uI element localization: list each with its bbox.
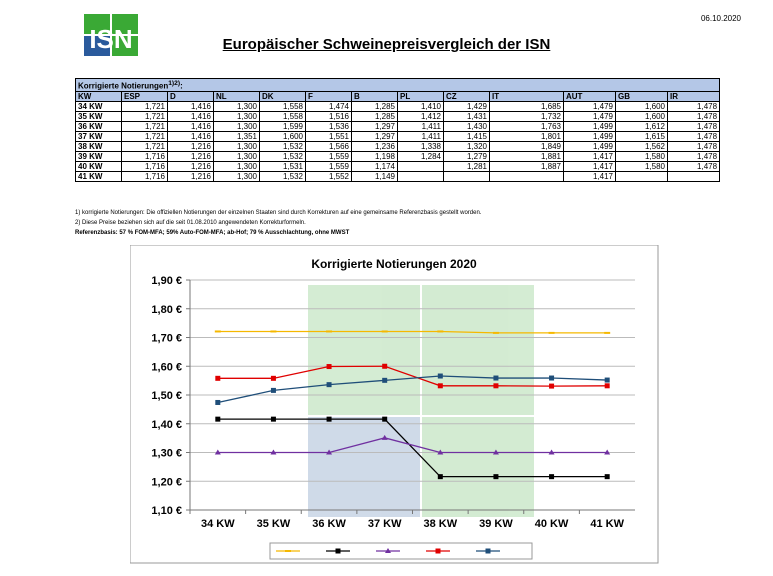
price-cell: 1,216 bbox=[168, 151, 214, 161]
week-cell: 41 KW bbox=[76, 171, 122, 181]
price-cell: 1,300 bbox=[214, 121, 260, 131]
price-cell: 1,716 bbox=[122, 161, 168, 171]
data-point bbox=[438, 383, 443, 388]
table-row bbox=[76, 121, 720, 131]
price-cell: 1,416 bbox=[168, 111, 214, 121]
data-point bbox=[605, 378, 610, 383]
data-point bbox=[327, 364, 332, 369]
y-tick-label: 1,40 € bbox=[151, 418, 182, 431]
page-title: Europäischer Schweinepreisvergleich der ISN bbox=[222, 36, 551, 53]
price-cell: 1,300 bbox=[214, 101, 260, 111]
table-caption-row bbox=[76, 79, 720, 92]
column-header: DK bbox=[260, 91, 306, 101]
price-cell: 1,499 bbox=[564, 131, 616, 141]
price-cell: 1,516 bbox=[306, 111, 352, 121]
column-header: AUT bbox=[564, 91, 616, 101]
reference-basis: Referenzbasis: 57 % FOM-MFA; 59% Auto-FOM-MFA; ab-Hof; 79 % Ausschlachtung, ohne MWST bbox=[75, 230, 350, 236]
price-cell: 1,732 bbox=[490, 111, 564, 121]
data-point bbox=[215, 376, 220, 381]
price-cell: 1,499 bbox=[564, 121, 616, 131]
price-chart bbox=[130, 245, 660, 565]
price-cell: 1,479 bbox=[564, 111, 616, 121]
price-cell: 1,721 bbox=[122, 141, 168, 151]
data-point bbox=[326, 330, 332, 332]
table-row bbox=[76, 171, 720, 181]
price-cell: 1,479 bbox=[564, 101, 616, 111]
price-cell: 1,174 bbox=[352, 161, 398, 171]
data-point bbox=[549, 332, 555, 334]
week-cell: 34 KW bbox=[76, 101, 122, 111]
price-cell: 1,558 bbox=[260, 101, 306, 111]
price-cell: 1,478 bbox=[668, 161, 720, 171]
y-tick-label: 1,90 € bbox=[151, 275, 182, 287]
column-header: PL bbox=[398, 91, 444, 101]
data-point bbox=[493, 332, 499, 334]
data-point bbox=[271, 417, 276, 422]
column-header: IT bbox=[490, 91, 564, 101]
report-date: 06.10.2020 bbox=[700, 14, 741, 23]
price-cell: 1,478 bbox=[668, 131, 720, 141]
price-cell: 1,558 bbox=[260, 111, 306, 121]
price-cell: 1,600 bbox=[616, 101, 668, 111]
table-caption: Korrigierte Notierungen$^{1)2)}$: bbox=[76, 79, 720, 92]
price-cell bbox=[444, 171, 490, 181]
data-point bbox=[327, 382, 332, 387]
column-header: ESP bbox=[122, 91, 168, 101]
data-point bbox=[549, 384, 554, 389]
price-cell: 1,417 bbox=[564, 151, 616, 161]
price-cell: 1,300 bbox=[214, 171, 260, 181]
price-cell: 1,320 bbox=[444, 141, 490, 151]
column-header: CZ bbox=[444, 91, 490, 101]
data-point bbox=[327, 417, 332, 422]
table-row bbox=[76, 101, 720, 111]
data-point bbox=[382, 417, 387, 422]
price-cell: 1,499 bbox=[564, 141, 616, 151]
y-tick-label: 1,20 € bbox=[151, 476, 182, 489]
price-cell: 1,716 bbox=[122, 171, 168, 181]
table-header-row bbox=[76, 91, 720, 101]
table-row bbox=[76, 141, 720, 151]
column-header: NL bbox=[214, 91, 260, 101]
price-cell: 1,285 bbox=[352, 111, 398, 121]
data-point bbox=[549, 376, 554, 381]
price-cell: 1,559 bbox=[306, 151, 352, 161]
data-point bbox=[285, 550, 291, 552]
price-cell: 1,417 bbox=[564, 171, 616, 181]
x-tick-label: 39 KW bbox=[479, 518, 513, 530]
price-cell: 1,478 bbox=[668, 111, 720, 121]
price-cell: 1,685 bbox=[490, 101, 564, 111]
data-point bbox=[605, 383, 610, 388]
price-cell: 1,600 bbox=[616, 111, 668, 121]
price-cell: 1,300 bbox=[214, 161, 260, 171]
price-cell: 1,198 bbox=[352, 151, 398, 161]
column-header: F bbox=[306, 91, 352, 101]
price-cell: 1,532 bbox=[260, 171, 306, 181]
price-cell: 1,216 bbox=[168, 141, 214, 151]
data-point bbox=[493, 376, 498, 381]
x-tick-label: 41 KW bbox=[590, 518, 624, 530]
week-cell: 35 KW bbox=[76, 111, 122, 121]
table-row bbox=[76, 161, 720, 171]
x-tick-label: 36 KW bbox=[312, 518, 346, 530]
price-cell: 1,532 bbox=[260, 141, 306, 151]
logo-text: ISN bbox=[89, 24, 133, 54]
data-point bbox=[437, 330, 443, 332]
price-cell: 1,416 bbox=[168, 131, 214, 141]
price-cell: 1,415 bbox=[444, 131, 490, 141]
week-cell: 40 KW bbox=[76, 161, 122, 171]
data-point bbox=[605, 474, 610, 479]
price-cell: 1,300 bbox=[214, 111, 260, 121]
price-cell: 1,721 bbox=[122, 111, 168, 121]
price-cell: 1,285 bbox=[352, 101, 398, 111]
x-tick-label: 35 KW bbox=[256, 518, 291, 530]
table-row bbox=[76, 111, 720, 121]
price-cell: 1,279 bbox=[444, 151, 490, 161]
price-cell: 1,338 bbox=[398, 141, 444, 151]
price-cell: 1,297 bbox=[352, 131, 398, 141]
price-cell: 1,429 bbox=[444, 101, 490, 111]
data-point bbox=[215, 417, 220, 422]
price-table bbox=[75, 78, 720, 182]
price-cell: 1,416 bbox=[168, 121, 214, 131]
data-point bbox=[270, 330, 276, 332]
x-tick-label: 34 KW bbox=[201, 518, 235, 530]
price-cell: 1,881 bbox=[490, 151, 564, 161]
price-cell: 1,417 bbox=[564, 161, 616, 171]
price-cell: 1,416 bbox=[168, 101, 214, 111]
price-cell: 1,411 bbox=[398, 121, 444, 131]
price-cell: 1,430 bbox=[444, 121, 490, 131]
x-tick-label: 40 KW bbox=[534, 518, 569, 530]
week-cell: 38 KW bbox=[76, 141, 122, 151]
y-tick-label: 1,60 € bbox=[151, 361, 182, 374]
data-point bbox=[438, 474, 443, 479]
price-cell: 1,478 bbox=[668, 151, 720, 161]
data-point bbox=[436, 549, 441, 554]
price-cell: 1,721 bbox=[122, 131, 168, 141]
data-point bbox=[604, 332, 610, 334]
y-tick-label: 1,50 € bbox=[151, 390, 182, 402]
footnote-1: 1) korrigierte Notierungen: Die offiziellen Notierungen der einzelnen Staaten sind durch Korrekturen auf eine gemeinsame Referenzbasis gestellt worden. bbox=[75, 210, 482, 216]
data-point bbox=[493, 474, 498, 479]
price-cell: 1,284 bbox=[398, 151, 444, 161]
y-tick-label: 1,80 € bbox=[151, 303, 182, 316]
price-cell bbox=[616, 171, 668, 181]
column-header: KW bbox=[76, 91, 122, 101]
table-row bbox=[76, 131, 720, 141]
data-point bbox=[336, 549, 341, 554]
price-cell: 1,531 bbox=[260, 161, 306, 171]
data-point bbox=[382, 364, 387, 369]
column-header: IR bbox=[668, 91, 720, 101]
price-cell: 1,281 bbox=[444, 161, 490, 171]
price-cell: 1,300 bbox=[214, 151, 260, 161]
price-cell bbox=[398, 171, 444, 181]
data-point bbox=[382, 330, 388, 332]
price-cell: 1,236 bbox=[352, 141, 398, 151]
y-tick-label: 1,70 € bbox=[151, 332, 182, 345]
price-cell: 1,801 bbox=[490, 131, 564, 141]
y-tick-label: 1,30 € bbox=[151, 447, 182, 460]
data-point bbox=[215, 330, 221, 332]
price-cell: 1,600 bbox=[260, 131, 306, 141]
y-tick-label: 1,10 € bbox=[151, 505, 182, 517]
price-cell: 1,474 bbox=[306, 101, 352, 111]
price-cell: 1,599 bbox=[260, 121, 306, 131]
price-cell: 1,580 bbox=[616, 161, 668, 171]
price-cell: 1,887 bbox=[490, 161, 564, 171]
price-cell: 1,216 bbox=[168, 161, 214, 171]
price-cell: 1,559 bbox=[306, 161, 352, 171]
price-cell: 1,763 bbox=[490, 121, 564, 131]
price-cell: 1,721 bbox=[122, 121, 168, 131]
table-row bbox=[76, 151, 720, 161]
price-cell: 1,532 bbox=[260, 151, 306, 161]
footnotes bbox=[75, 208, 481, 238]
price-cell bbox=[398, 161, 444, 171]
x-tick-label: 38 KW bbox=[423, 518, 458, 530]
price-cell: 1,551 bbox=[306, 131, 352, 141]
data-point bbox=[493, 383, 498, 388]
column-header: D bbox=[168, 91, 214, 101]
data-point bbox=[382, 378, 387, 383]
price-cell: 1,562 bbox=[616, 141, 668, 151]
price-cell: 1,300 bbox=[214, 141, 260, 151]
price-cell: 1,297 bbox=[352, 121, 398, 131]
footnote-2: 2) Diese Preise beziehen sich auf die seit 01.08.2010 angewendeten Korrekturformeln. bbox=[75, 220, 306, 226]
price-cell: 1,412 bbox=[398, 111, 444, 121]
price-cell: 1,721 bbox=[122, 101, 168, 111]
data-point bbox=[486, 549, 491, 554]
price-cell: 1,849 bbox=[490, 141, 564, 151]
column-header: B bbox=[352, 91, 398, 101]
price-cell: 1,351 bbox=[214, 131, 260, 141]
price-cell: 1,478 bbox=[668, 141, 720, 151]
x-tick-label: 37 KW bbox=[367, 518, 402, 530]
price-cell: 1,478 bbox=[668, 121, 720, 131]
price-cell: 1,431 bbox=[444, 111, 490, 121]
week-cell: 39 KW bbox=[76, 151, 122, 161]
price-cell: 1,552 bbox=[306, 171, 352, 181]
price-cell: 1,410 bbox=[398, 101, 444, 111]
price-cell: 1,615 bbox=[616, 131, 668, 141]
data-point bbox=[271, 376, 276, 381]
price-cell: 1,566 bbox=[306, 141, 352, 151]
week-cell: 36 KW bbox=[76, 121, 122, 131]
chart-title: Korrigierte Notierungen 2020 bbox=[311, 257, 477, 271]
data-point bbox=[549, 474, 554, 479]
price-cell: 1,580 bbox=[616, 151, 668, 161]
data-point bbox=[438, 374, 443, 379]
column-header: GB bbox=[616, 91, 668, 101]
price-cell: 1,411 bbox=[398, 131, 444, 141]
price-cell bbox=[490, 171, 564, 181]
price-cell: 1,536 bbox=[306, 121, 352, 131]
data-point bbox=[271, 388, 276, 393]
price-cell bbox=[668, 171, 720, 181]
price-cell: 1,478 bbox=[668, 101, 720, 111]
week-cell: 37 KW bbox=[76, 131, 122, 141]
price-cell: 1,716 bbox=[122, 151, 168, 161]
price-cell: 1,612 bbox=[616, 121, 668, 131]
price-cell: 1,149 bbox=[352, 171, 398, 181]
price-cell: 1,216 bbox=[168, 171, 214, 181]
data-point bbox=[215, 400, 220, 405]
